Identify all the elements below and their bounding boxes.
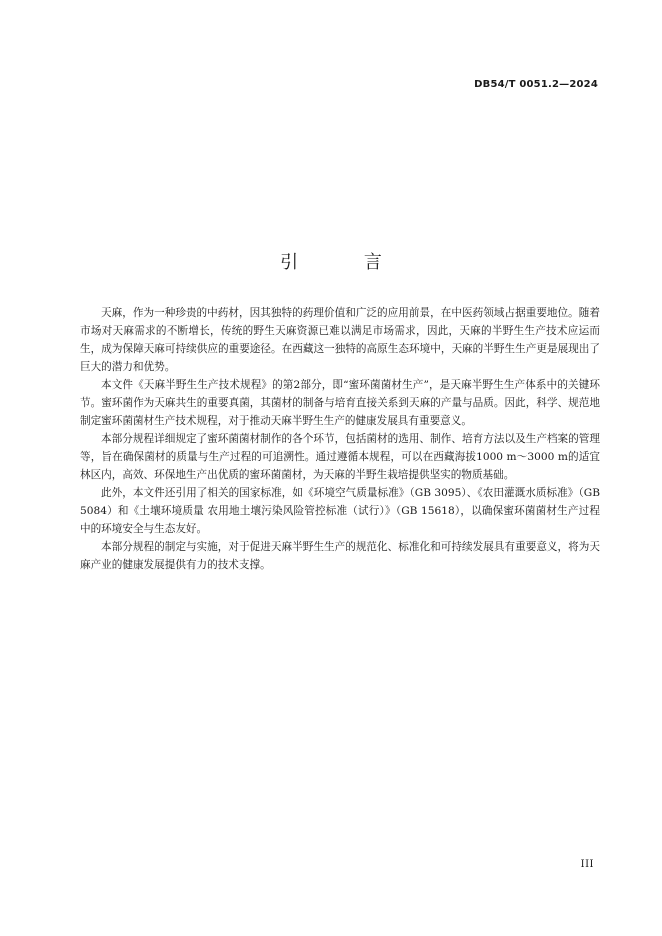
paragraph: 本部分规程详细规定了蜜环菌菌材制作的各个环节，包括菌材的选用、制作、培育方法以及生产档案的管理等，旨在确保菌材的质量与生产过程的可追溯性。通过遵循本规程，可以在西藏海拔1000 m～3000 m的适宜林区内，高效、环保地生产出优质的蜜环菌菌材，为天麻的半野生栽培提供坚实的物质基础。 xyxy=(80,433,600,481)
paragraph: 本文件《天麻半野生生产技术规程》的第2部分，即“蜜环菌菌材生产”，是天麻半野生生产体系中的关键环节。蜜环菌作为天麻共生的重要真菌，其菌材的制备与培育直接关系到天麻的产量与品质。因此，科学、规范地制定蜜环菌菌材生产技术规程，对于推动天麻半野生生产的健康发展具有重要意义。 xyxy=(80,379,600,427)
paragraph: 本部分规程的制定与实施，对于促进天麻半野生生产的规范化、标准化和可持续发展具有重要意义，将为天麻产业的健康发展提供有力的技术支撑。 xyxy=(80,541,600,571)
page-number: III xyxy=(580,859,594,870)
paragraph: 此外，本文件还引用了相关的国家标准，如《环境空气质量标准》（GB 3095）、《农田灌溉水质标准》（GB 5084）和《土壤环境质量 农用地土壤污染风险管控标准（试行）》（GB 15618），以确保蜜环菌菌材生产过程中的环境安全与生态友好。 xyxy=(80,487,600,535)
paragraph: 天麻，作为一种珍贵的中药材，因其独特的药理价值和广泛的应用前景，在中医药领域占据重要地位。随着市场对天麻需求的不断增长，传统的野生天麻资源已难以满足市场需求，因此，天麻的半野生生产技术应运而生，成为保障天麻可持续供应的重要途径。在西藏这一独特的高原生态环境中，天麻的半野生生产更是展现出了巨大的潜力和优势。 xyxy=(80,307,600,373)
page-title: 引 言 xyxy=(280,252,412,273)
document-code: DB54/T 0051.2—2024 xyxy=(474,79,598,90)
introduction-body xyxy=(80,304,600,574)
